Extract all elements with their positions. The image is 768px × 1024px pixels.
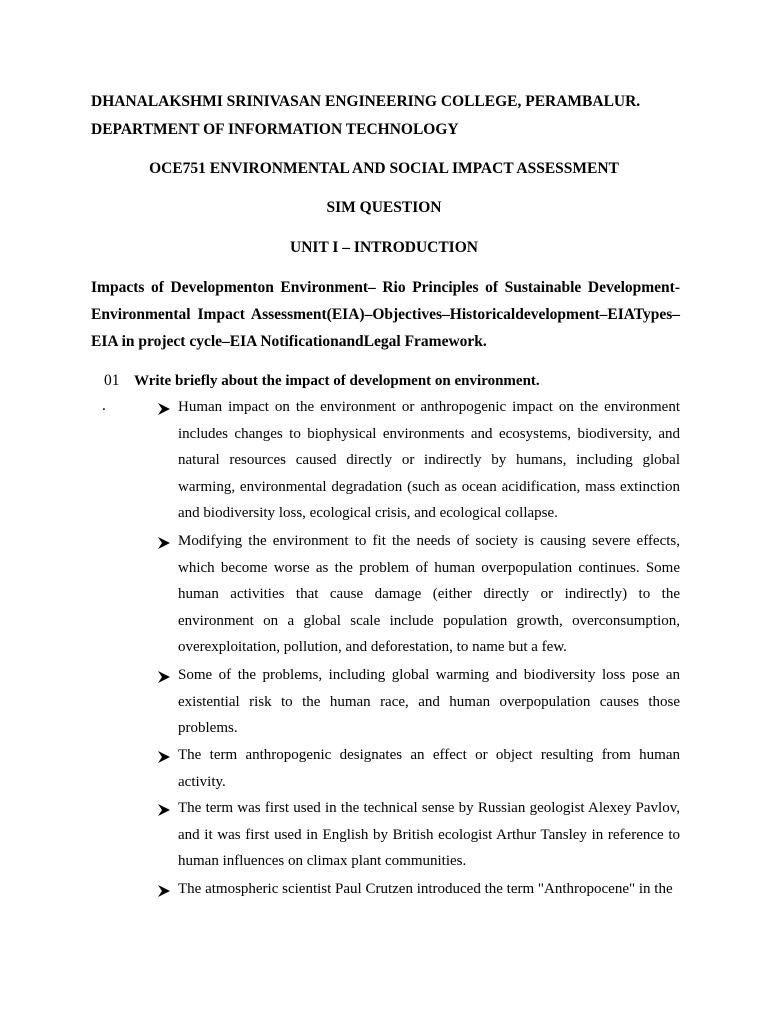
question-number: 01 xyxy=(104,372,120,389)
college-name: DHANALAKSHMI SRINIVASAN ENGINEERING COLLEGE, PERAMBALUR. xyxy=(91,93,641,110)
bullet-item xyxy=(157,528,680,661)
arrowhead-bullet-icon xyxy=(157,670,171,684)
unit-topics: Impacts of Developmenton Environment– Rio Principles of Sustainable Development- Environmental Impact Assessment(EIA)–Objectives–Historicaldevelopment–EIATypes– EIA in project cycle–EIA NotificationandLegal Framework. xyxy=(91,279,680,350)
question-text: Write briefly about the impact of development on environment. xyxy=(134,373,540,389)
arrowhead-bullet-icon xyxy=(157,884,171,898)
bullet-item xyxy=(157,795,680,875)
arrowhead-bullet-icon xyxy=(157,402,171,416)
course-title: OCE751 ENVIRONMENTAL AND SOCIAL IMPACT ASSESSMENT xyxy=(149,160,619,177)
bullet-text: The atmospheric scientist Paul Crutzen introduced the term "Anthropocene" in the xyxy=(178,881,673,897)
bullet-item xyxy=(157,742,680,795)
bullet-item xyxy=(157,394,680,527)
arrowhead-bullet-icon xyxy=(157,750,171,764)
arrowhead-bullet-icon xyxy=(157,536,171,550)
bullet-text: Human impact on the environment or anthropogenic impact on the environment includes changes to biophysical environments and ecosystems, biodiversity, and natural resources caused directly or indirectly by humans, including global warming, environmental degradation (such as ocean acidification, mass extinction and biodiversity loss, ecological crisis, and ecological collapse. xyxy=(178,399,680,522)
bullet-text: The term anthropogenic designates an effect or object resulting from human activity. xyxy=(178,747,680,790)
bullet-text: Modifying the environment to fit the needs of society is causing severe effects, which become worse as the problem of human overpopulation continues. Some human activities that cause damage (either directly or indirectly) to the environment on a global scale include population growth, overconsumption, overexploitation, pollution, and deforestation, to name but a few. xyxy=(178,533,680,656)
arrowhead-bullet-icon xyxy=(157,803,171,817)
bullet-item xyxy=(157,876,680,903)
question-number-suffix: . xyxy=(102,397,106,414)
bullet-text: Some of the problems, including global warming and biodiversity loss pose an existential risk to the human race, and human overpopulation causes those problems. xyxy=(178,667,680,737)
bullet-item xyxy=(157,662,680,742)
document-type: SIM QUESTION xyxy=(326,199,442,216)
unit-title: UNIT I – INTRODUCTION xyxy=(290,239,478,256)
bullet-text: The term was first used in the technical sense by Russian geologist Alexey Pavlov, and it was first used in English by British ecologist Arthur Tansley in reference to human influences on climax plant communities. xyxy=(178,800,680,870)
department-name: DEPARTMENT OF INFORMATION TECHNOLOGY xyxy=(91,121,459,138)
